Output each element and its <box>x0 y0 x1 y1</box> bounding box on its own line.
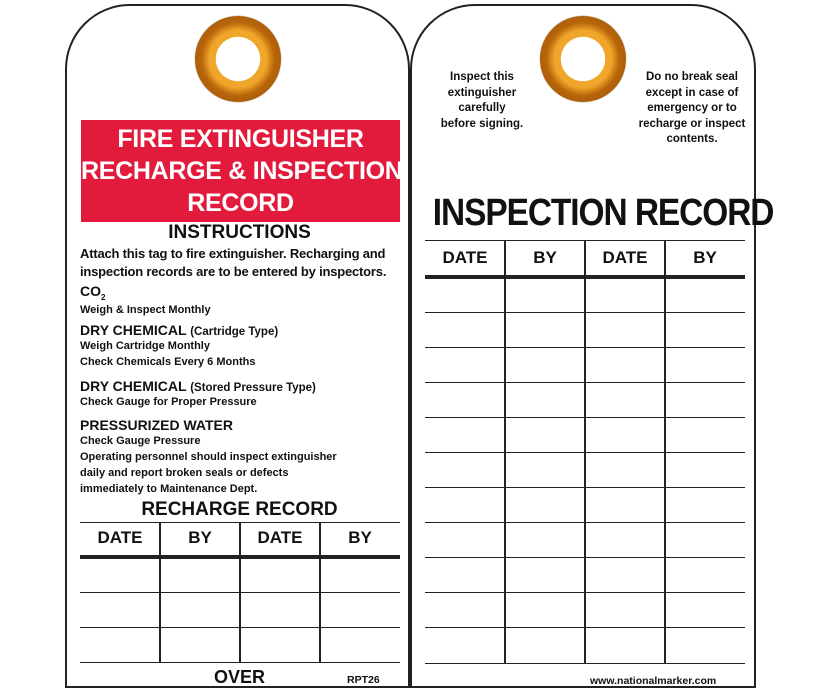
inspect-note-line-1: Inspect this <box>450 71 514 83</box>
table-divider <box>584 240 586 664</box>
inspect-note-line-3: carefully <box>458 102 506 114</box>
dry-stored-title: DRY CHEMICAL <box>80 378 187 394</box>
dry-cartridge-note: (Cartridge Type) <box>190 326 279 338</box>
inspect-note <box>422 70 542 132</box>
back-tag <box>410 4 774 688</box>
recharge-header-date-2: DATE <box>257 528 303 547</box>
water-section <box>80 417 337 497</box>
inspection-record-table <box>425 240 745 664</box>
inspection-header-date-1: DATE <box>442 248 488 267</box>
recharge-header-by-2: BY <box>348 528 372 547</box>
dry-cartridge-line-1: Weigh Cartridge Monthly <box>80 340 210 352</box>
seal-note-line-2: except in case of <box>645 86 739 99</box>
seal-note-line-3: emergency or to <box>647 102 737 114</box>
website-url: www.nationalmarker.com <box>590 675 717 687</box>
recharge-header-by-1: BY <box>188 528 212 547</box>
header-line-1: FIRE EXTINGUISHER <box>117 125 364 153</box>
table-divider <box>159 522 161 663</box>
recharge-record-table <box>80 522 400 662</box>
water-line-4: immediately to Maintenance Dept. <box>80 483 258 495</box>
grommet-hole <box>195 16 281 102</box>
front-tag <box>65 4 410 688</box>
recharge-header-date-1: DATE <box>97 528 143 547</box>
water-line-1: Check Gauge Pressure <box>80 435 201 447</box>
header-line-2: RECHARGE & INSPECTION <box>81 157 403 185</box>
co2-line: Weigh & Inspect Monthly <box>80 303 211 316</box>
dry-cartridge-line-2: Check Chemicals Every 6 Months <box>80 356 256 368</box>
co2-section <box>80 283 211 318</box>
header-banner <box>81 120 403 222</box>
dry-cartridge-title: DRY CHEMICAL <box>80 322 187 338</box>
table-divider <box>664 240 666 664</box>
inspection-header-date-2: DATE <box>602 248 648 267</box>
seal-note <box>628 70 756 148</box>
inspection-header-by-2: BY <box>693 248 717 267</box>
dry-stored-line: Check Gauge for Proper Pressure <box>80 396 257 408</box>
table-divider <box>239 522 241 663</box>
seal-note-line-5: contents. <box>666 133 718 145</box>
header-line-3: RECORD <box>187 189 294 217</box>
inspect-note-line-2: extinguisher <box>447 86 517 99</box>
inspection-header-by-1: BY <box>533 248 557 267</box>
dry-cartridge-section <box>80 322 278 370</box>
instructions-title: INSTRUCTIONS <box>168 222 311 243</box>
inspection-record-title: INSPECTION RECORD <box>432 192 774 234</box>
co2-subscript: 2 <box>101 292 106 302</box>
seal-note-line-4: recharge or inspect <box>638 117 746 130</box>
dry-stored-note: (Stored Pressure Type) <box>190 382 316 394</box>
dry-stored-section <box>80 378 316 410</box>
table-divider <box>319 522 321 663</box>
table-divider <box>504 240 506 664</box>
co2-label: CO <box>80 283 101 299</box>
grommet-hole <box>540 16 626 102</box>
instructions-text <box>80 245 386 281</box>
instructions-line-1: Attach this tag to fire extinguisher. Recharging and <box>80 246 386 261</box>
recharge-record-title: RECHARGE RECORD <box>141 499 338 520</box>
seal-note-line-1: Do no break seal <box>645 71 739 83</box>
water-title: PRESSURIZED WATER <box>80 417 233 433</box>
product-code: RPT26 <box>347 674 380 686</box>
over-label: OVER <box>213 667 265 687</box>
inspect-note-line-4: before signing. <box>440 117 524 130</box>
instructions-line-2: inspection records are to be entered by inspectors. <box>80 264 387 279</box>
water-line-2: Operating personnel should inspect extinguisher <box>80 451 337 463</box>
water-line-3: daily and report broken seals or defects <box>80 467 289 479</box>
